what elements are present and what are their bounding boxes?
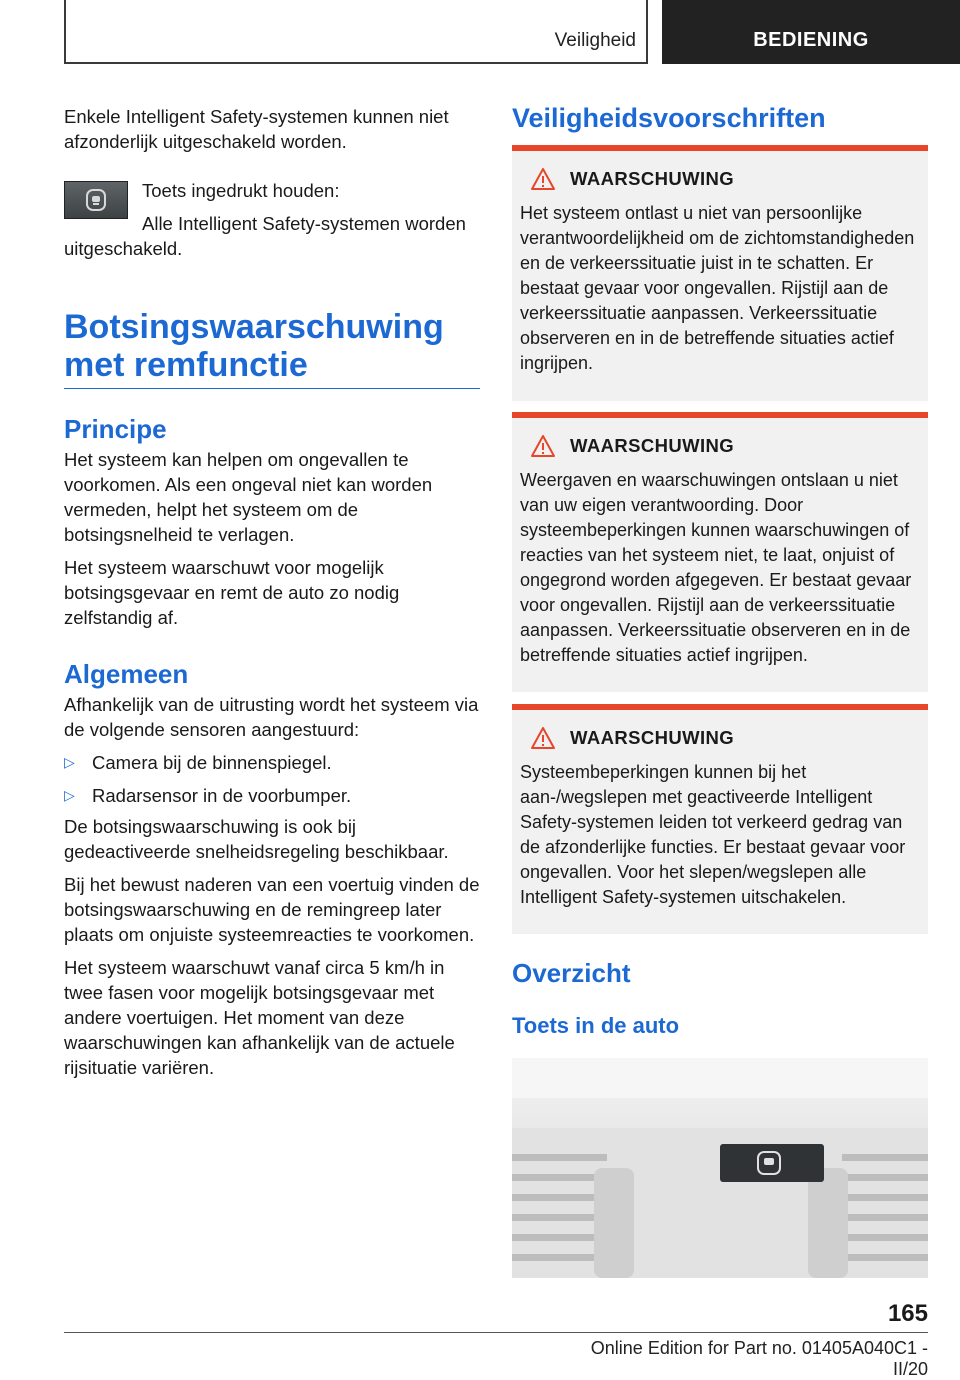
footer-rule — [64, 1332, 928, 1333]
section-title: Botsingswaarschuwing met remfunctie — [64, 308, 444, 384]
warning-label: WAARSCHUWING — [570, 168, 735, 189]
warning-box — [512, 145, 928, 401]
algemeen-section — [64, 659, 480, 1080]
warning-box — [512, 412, 928, 692]
warning-label: WAARSCHUWING — [570, 727, 735, 748]
algemeen-p1: Afhankelijk van de uitrusting wordt het systeem via de volgende sensoren aangestuurd: — [64, 694, 479, 740]
principe-section — [64, 414, 480, 630]
page-number: 165 — [887, 1300, 928, 1327]
warning-label: WAARSCHUWING — [570, 435, 735, 456]
dashboard-vents-illustration — [512, 1058, 928, 1278]
triangle-bullet-icon: ▷ — [64, 787, 75, 803]
footer-edition: Online Edition for Part no. 01405A040C1 - II/20 — [590, 1338, 928, 1379]
warning-text: Systeembeperkingen kunnen bij het aan-/wegslepen met geactiveerde Intelligent Safety-systemen leiden tot verkeerd gedrag van de afzonderlijke functies. Er bestaat gevaar voor ongevallen. Voor het slepen/wegslepen alle Intelligent Safety-systemen uitschakelen. — [520, 762, 906, 907]
principe-heading: Principe — [64, 414, 167, 444]
button-in-car-heading: Toets in de auto — [512, 1013, 680, 1038]
button-result: Alle Intelligent Safety-systemen worden uitgeschakeld. — [64, 213, 466, 259]
warning-triangle-icon — [530, 726, 556, 750]
warning-triangle-icon — [530, 167, 556, 191]
algemeen-p3: Bij het bewust naderen van een voertuig vinden de botsingswaarschuwing en de remingreep later plaats om onjuiste systeemreacties te voorkomen. — [64, 874, 480, 945]
overview-section — [512, 958, 928, 1039]
overview-heading: Overzicht — [512, 958, 631, 988]
principe-p2: Het systeem waarschuwt voor mogelijk botsingsgevaar en remt de auto zo nodig zelfstandig af. — [64, 557, 400, 628]
algemeen-heading: Algemeen — [64, 659, 189, 689]
warning-triangle-icon — [530, 434, 556, 458]
intro-paragraph: Enkele Intelligent Safety-systemen kunnen niet afzonderlijk uitgeschakeld worden. — [64, 106, 449, 152]
safety-shield-icon — [83, 187, 109, 213]
warning-text: Weergaven en waarschuwingen ontslaan u niet van uw eigen verantwoording. Door systeembeperkingen kunnen waarschuwingen of reacties van het systeem niet, te laat, onjuist of ongegrond worden afgegeven. Er bestaat gevaar voor ongevallen. Rijstijl aan de verkeerssituatie aanpassen. Verkeerssituatie observeren en in de betreffende situaties actief ingrijpen. — [520, 470, 912, 665]
header-section-title: Veiligheid — [554, 30, 636, 51]
list-item: ▷ Radarsensor in de voorbumper. — [64, 785, 352, 806]
warning-text: Het systeem ontlast u niet van persoonlijke verantwoordelijkheid om de zichtomstandigheden en de verkeerssituatie juist in te schatten. Er bestaat gevaar voor ongevallen. Rijstijl aan de verkeerssituatie aanpassen. Verkeerssituatie observeren en in de betreffende situaties actief ingrijpen. — [520, 203, 915, 373]
header-chapter-tab: BEDIENING — [662, 0, 960, 64]
button-instruction: Toets ingedrukt houden: — [142, 180, 340, 201]
car-button-photo — [512, 1058, 928, 1278]
list-item: ▷ Camera bij de binnenspiegel. — [64, 752, 332, 773]
algemeen-p2: De botsingswaarschuwing is ook bij gedeactiveerde snelheidsregeling beschikbaar. — [64, 816, 449, 862]
section-title-rule — [64, 388, 480, 389]
warning-box — [512, 704, 928, 934]
principe-p1: Het systeem kan helpen om ongevallen te voorkomen. Als een ongeval niet kan worden vermeden, helpt het systeem om de botsingsnelheid te verlagen. — [64, 449, 433, 545]
safety-instructions-title: Veiligheidsvoorschriften — [512, 103, 826, 133]
algemeen-p4: Het systeem waarschuwt vanaf circa 5 km/h in twee fasen voor mogelijk botsingsgevaar met andere voertuigen. Het moment van deze waarschuwingen kan afhankelijk van de actuele rijsituatie variëren. — [64, 957, 455, 1078]
triangle-bullet-icon: ▷ — [64, 754, 75, 770]
